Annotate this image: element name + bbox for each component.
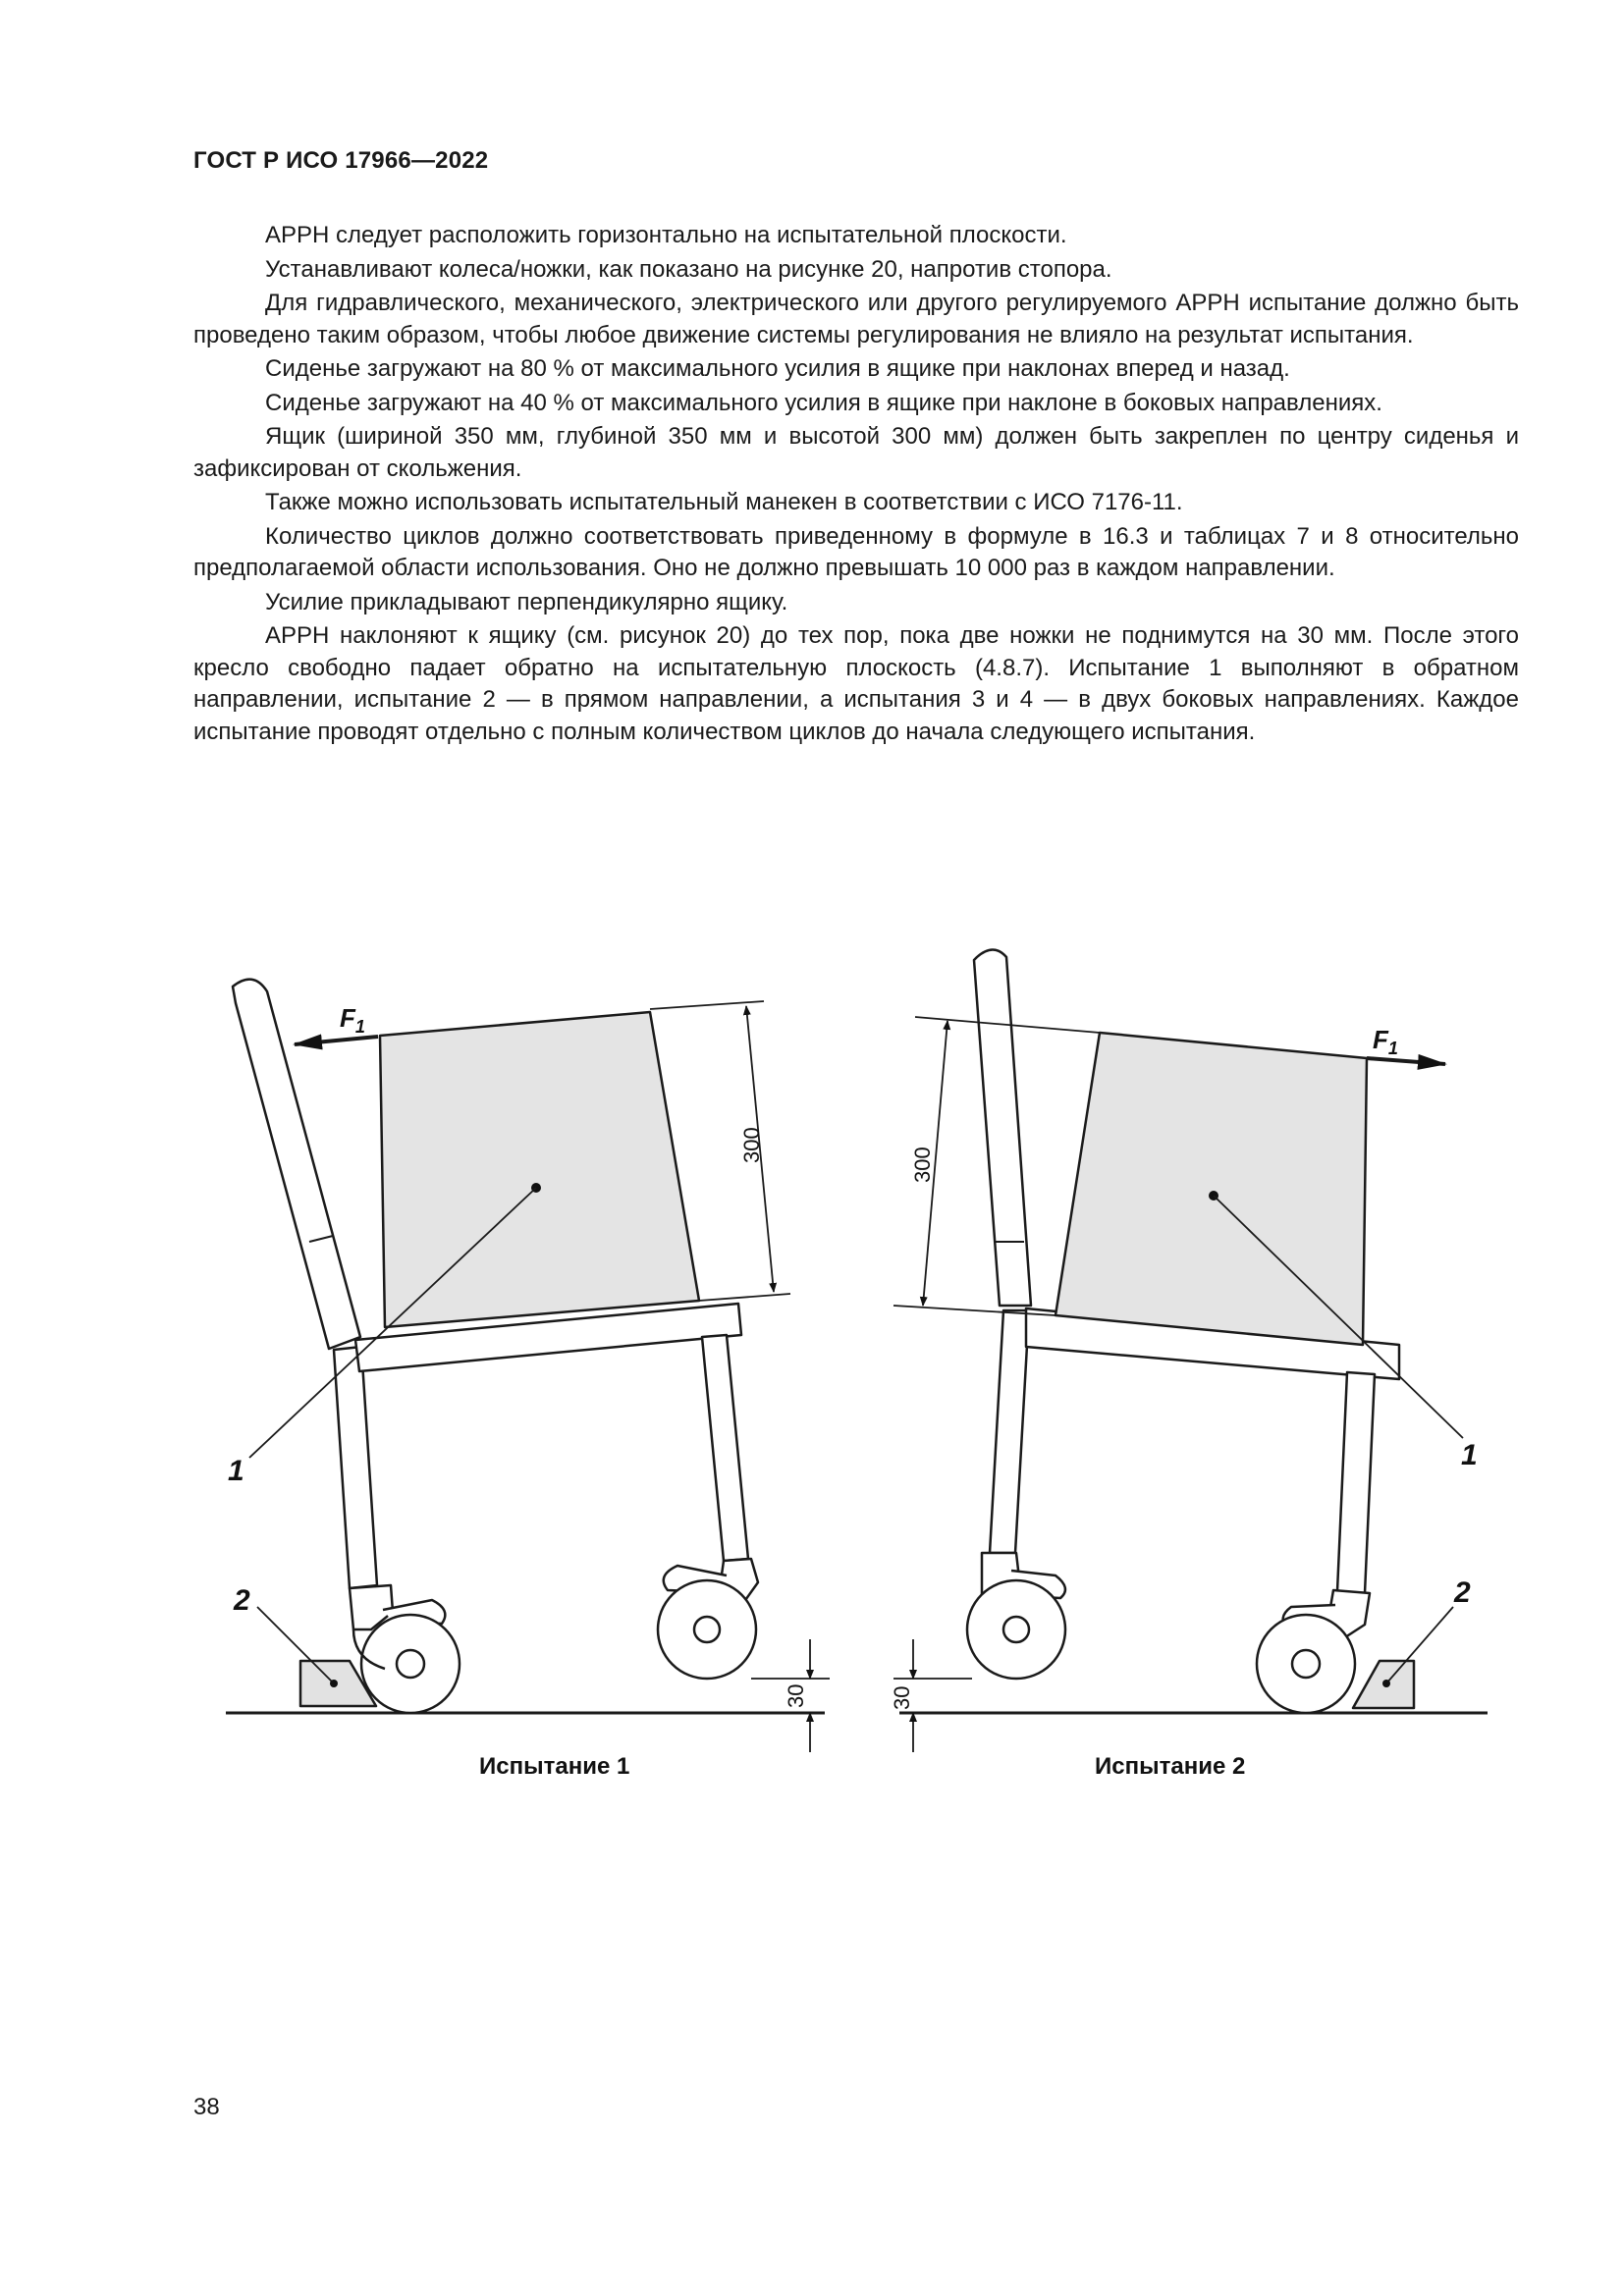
test1-callout-2: 2 [234, 1584, 250, 1617]
test1-callout-1: 1 [228, 1455, 244, 1487]
test1-diagram [226, 980, 830, 1752]
test2-diagram [893, 950, 1488, 1753]
test2-dim-300: 300 [910, 1147, 935, 1183]
paragraph: Для гидравлического, механического, электрического или другого регулируемого АРРН испытание должно быть проведено таким образом, чтобы любое движение системы регулирования не влияло на результат испытания. [193, 290, 1519, 348]
paragraph: Усилие прикладывают перпендикулярно ящику. [265, 588, 788, 615]
test1-force-label: $F_1$ [340, 1003, 365, 1037]
front-leg [702, 1335, 748, 1561]
test-box [380, 1012, 699, 1327]
paragraph: Ящик (шириной 350 мм, глубиной 350 мм и высотой 300 мм) должен быть закреплен по центру сиденья и зафиксирован от скольжения. [193, 423, 1519, 482]
front-leg [1337, 1372, 1375, 1593]
document-header: ГОСТ Р ИСО 17966—2022 [193, 147, 489, 174]
backrest-tube [233, 980, 360, 1349]
page-number: 38 [193, 2094, 220, 2120]
paragraph: Устанавливают колеса/ножки, как показано на рисунке 20, напротив стопора. [265, 255, 1112, 283]
paragraph: АРРН следует расположить горизонтально на испытательной плоскости. [265, 222, 1067, 248]
test1-dim-300: 300 [739, 1127, 764, 1163]
rear-leg [990, 1310, 1029, 1553]
paragraph: Количество циклов должно соответствовать приведенному в формуле в 16.3 и таблицах 7 и 8 относительно предполагаемой области использования. Оно не должно превышать 10 000 раз в каждом направлении. [193, 522, 1519, 581]
test2-callout-2: 2 [1454, 1576, 1471, 1609]
force-arrow [295, 1037, 378, 1044]
paragraph: АРРН наклоняют к ящику (см. рисунок 20) до тех пор, пока две ножки не поднимутся на 30 мм. После этого кресло свободно падает обратно на испытательную плоскость (4.8.7). Испытание 1 выполняют в обратном направлении, испытание 2 — в прямом направлении, а испытания 3 и 4 — в двух боковых направлениях. Каждое испытание проводят отдельно с полным количеством циклов до начала следующего испытания. [193, 622, 1519, 745]
test1-caption: Испытание 1 [479, 1753, 630, 1780]
paragraph: Сиденье загружают на 80 % от максимального усилия в ящике при наклонах вперед и назад. [265, 355, 1290, 382]
test2-dim-30: 30 [890, 1685, 914, 1710]
paragraph: Сиденье загружают на 40 % от максимального усилия в ящике при наклоне в боковых направлениях. [265, 389, 1382, 416]
test1-dim-30: 30 [784, 1683, 808, 1708]
test2-force-label: $F_1$ [1373, 1025, 1398, 1058]
backrest-tube [974, 950, 1031, 1307]
test2-caption: Испытание 2 [1095, 1753, 1246, 1780]
rear-leg [334, 1347, 377, 1588]
force-arrow [1367, 1058, 1445, 1064]
test2-callout-1: 1 [1461, 1439, 1478, 1471]
paragraph: Также можно использовать испытательный манекен в соответствии с ИСО 7176-11. [265, 489, 1183, 515]
